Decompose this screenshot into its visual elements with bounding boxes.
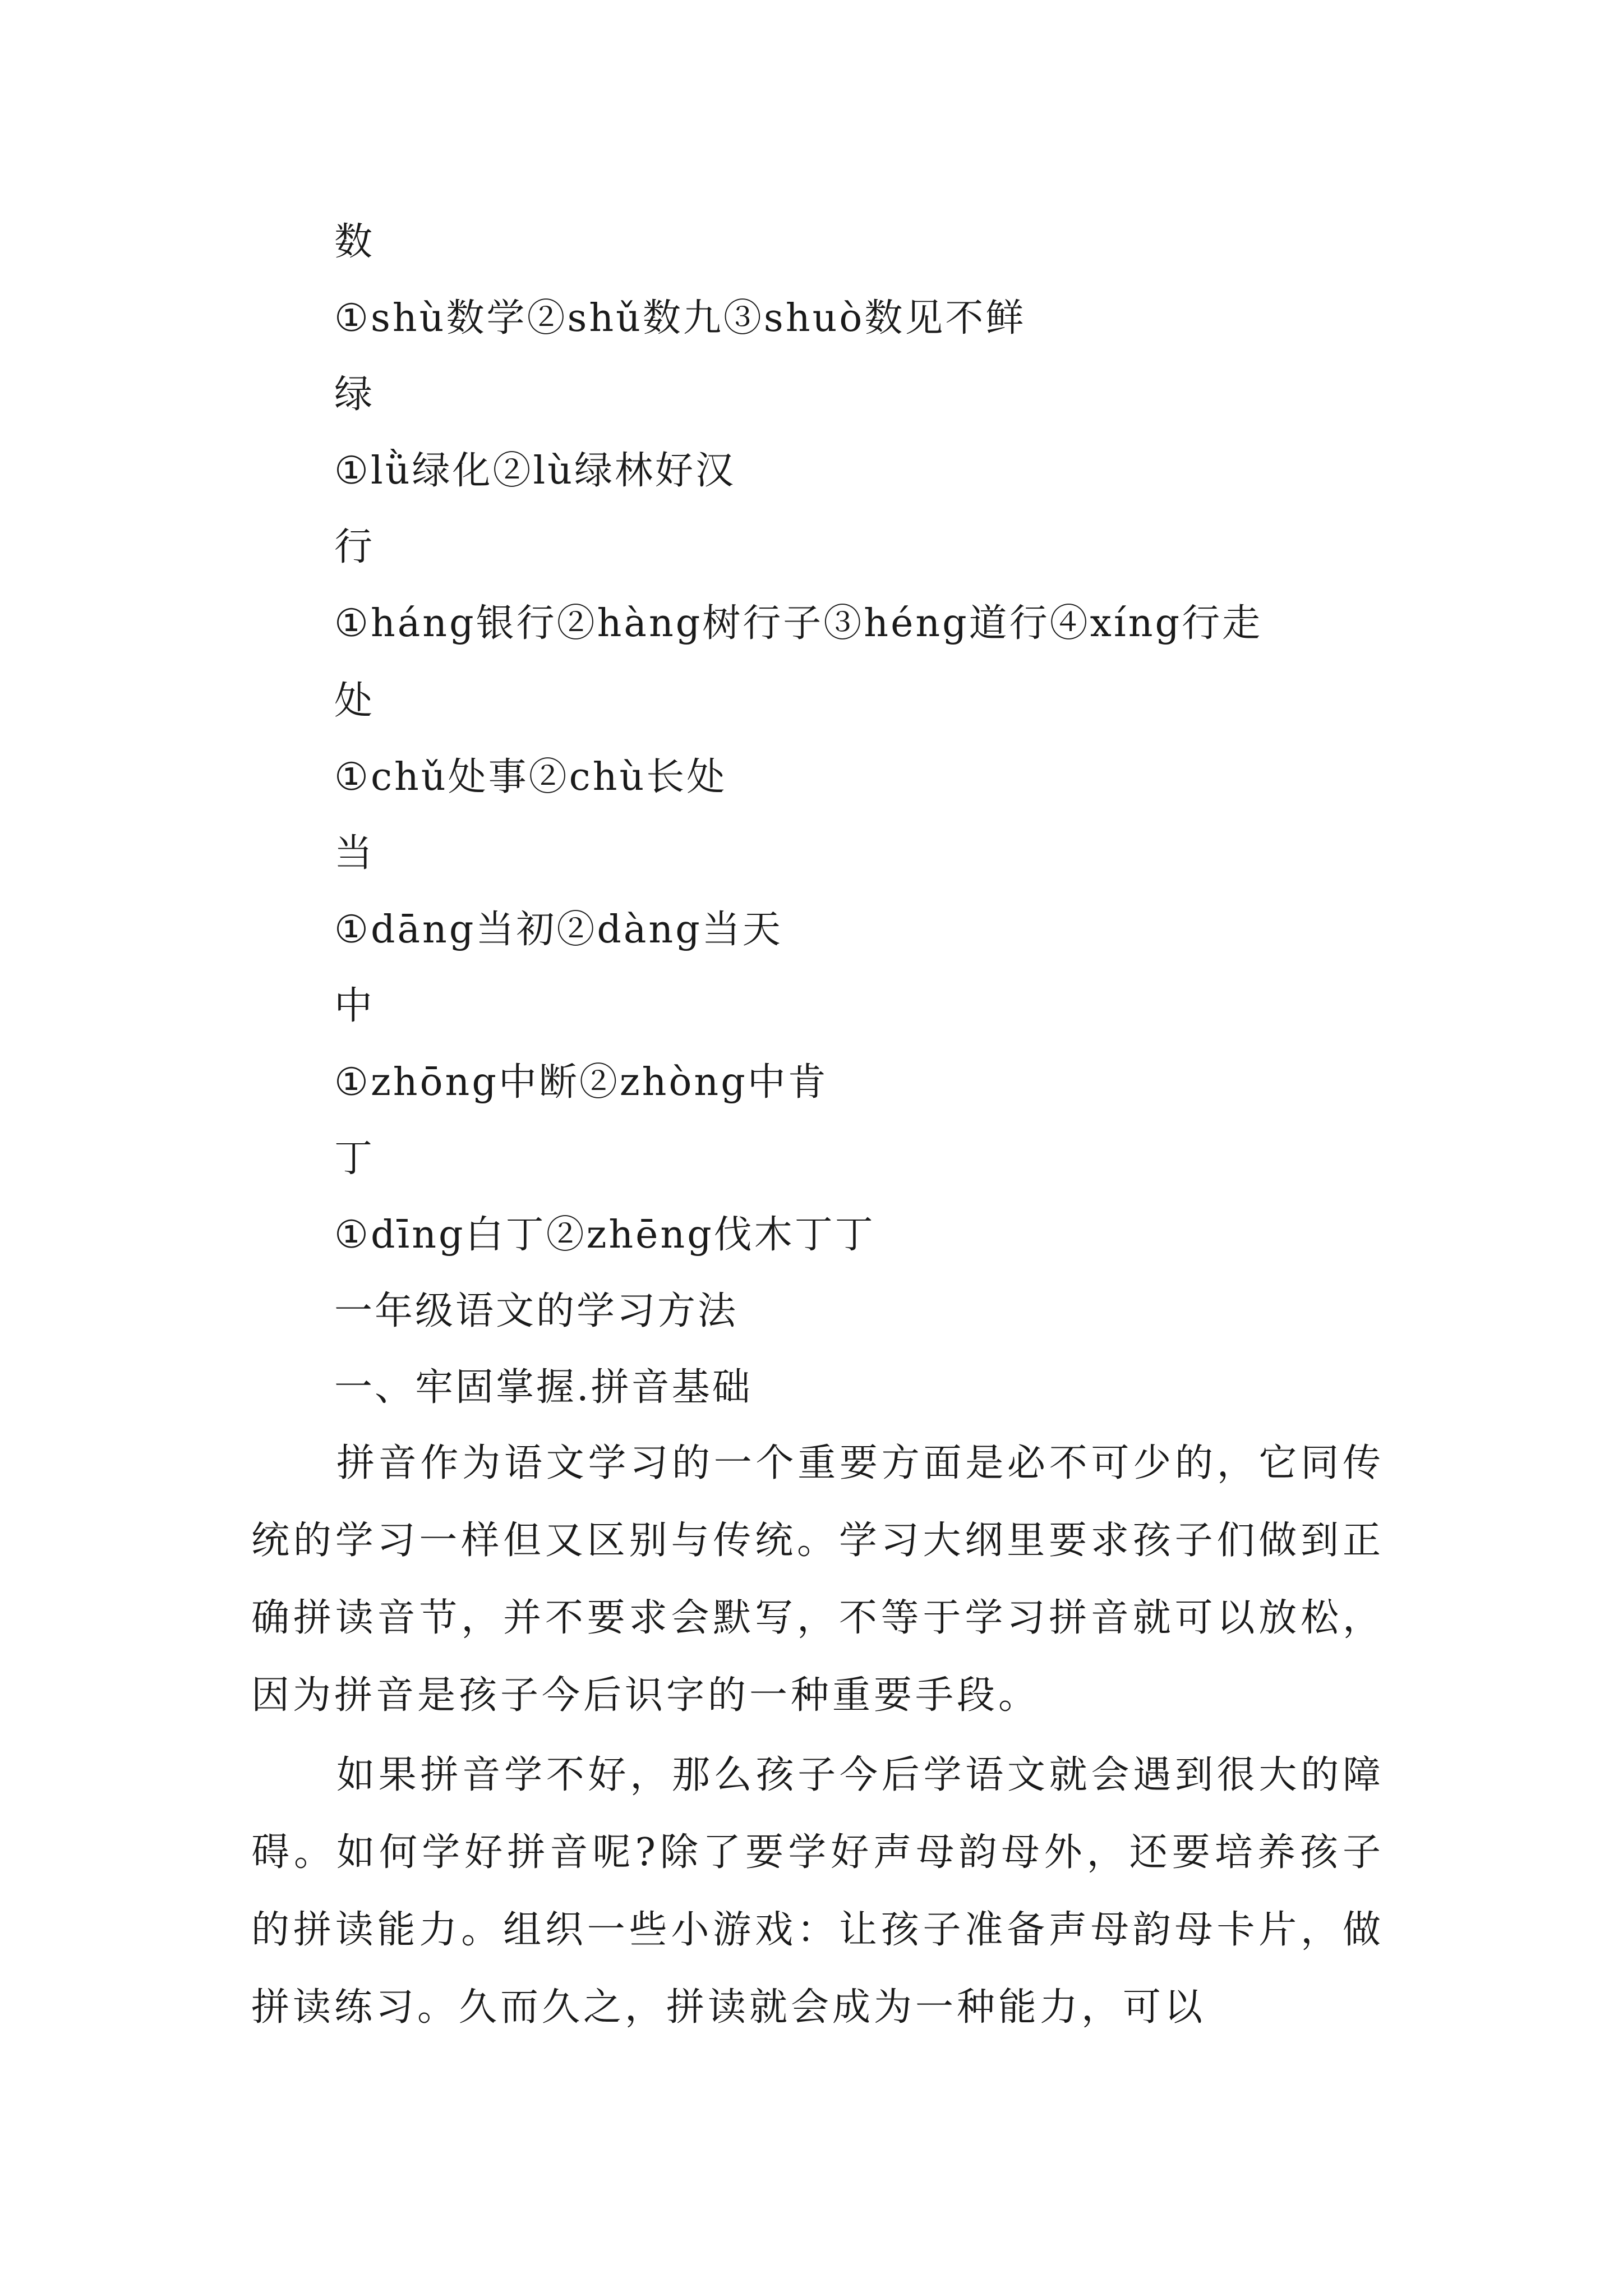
entry-readings: ①dīng白丁②zhēng伐木丁丁 [334,1213,875,1257]
entry-readings: ①chǔ处事②chù长处 [334,755,727,799]
entry-readings: ①zhōng中断②zhòng中肯 [334,1060,828,1105]
entry-char: 中 [334,984,375,1028]
entry-char: 当 [334,831,375,876]
paragraph: 如果拼音学不好，那么孩子今后学语文就会遇到很大的障碍。如何学好拼音呢?除了要学好声母韵母外，还要培养孩子的拼读能力。组织一些小游戏：让孩子准备声母韵母卡片，做拼读练习。久而久之，拼读就会成为一种能力，可以 [251,1753,1384,2030]
paragraph: 拼音作为语文学习的一个重要方面是必不可少的，它同传统的学习一样但又区别与传统。学习大纲里要求孩子们做到正确拼读音节，并不要求会默写，不等于学习拼音就可以放松，因为拼音是孩子今后识字的一种重要手段。 [251,1441,1384,1718]
entry-char: 行 [334,525,375,569]
subsection-title: 一、牢固掌握.拼音基础 [334,1365,753,1410]
entry-char: 处 [334,679,375,723]
entry-char: 丁 [334,1137,375,1181]
entry-char: 绿 [334,372,375,417]
entry-readings: ①háng银行②hàng树行子③héng道行④xíng行走 [334,601,1263,646]
entry-readings: ①lǜ绿化②lù绿林好汉 [334,449,736,493]
entry-readings: ①shù数学②shǔ数九③shuò数见不鲜 [334,296,1026,341]
entry-char: 数 [334,220,375,264]
entry-readings: ①dāng当初②dàng当天 [334,908,783,952]
section-title: 一年级语文的学习方法 [334,1289,739,1333]
